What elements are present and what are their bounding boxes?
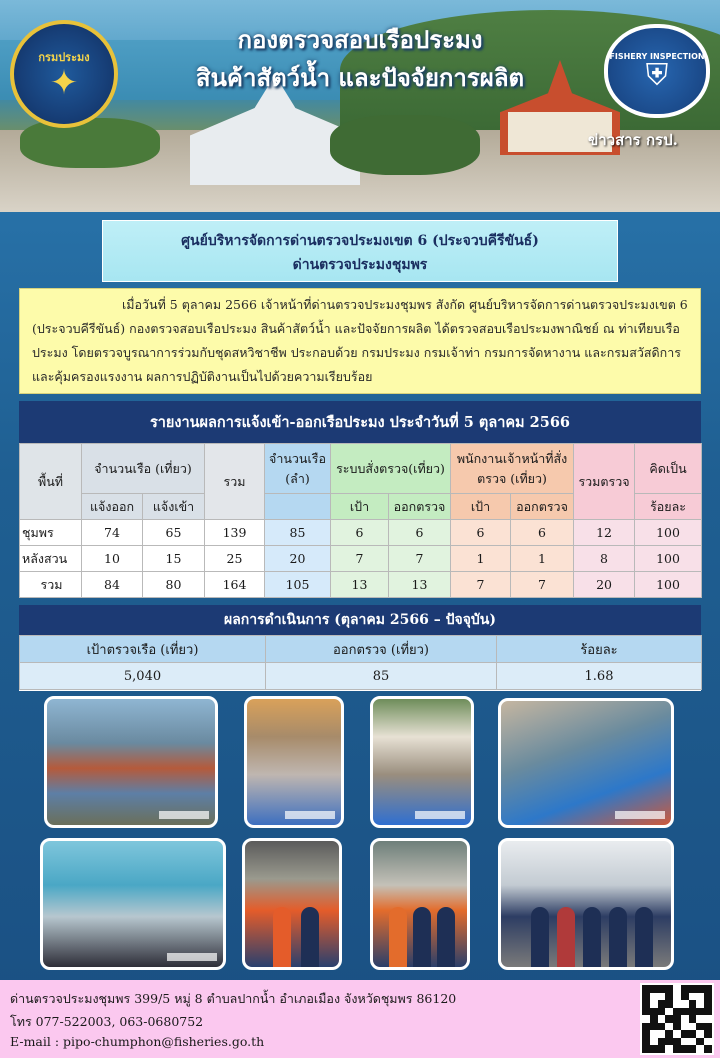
qr-module	[696, 1038, 704, 1046]
header-sys-target: เป้า	[331, 494, 389, 520]
qr-module	[704, 993, 712, 1001]
cell-num-boats: 85	[265, 520, 331, 546]
report-title: รายงานผลการแจ้งเข้า-ออกเรือประมง ประจำวันที่ 5 ตุลาคม 2566	[19, 401, 701, 443]
cell-percent: 100	[635, 572, 702, 598]
qr-module	[689, 1000, 697, 1008]
cell-sys-inspected: 6	[389, 520, 451, 546]
cell-sum: 164	[205, 572, 265, 598]
banner-trees	[330, 115, 480, 175]
qr-module	[704, 1023, 712, 1031]
qr-module	[673, 1000, 681, 1008]
header-system: ระบบสั่งตรวจ(เที่ยว)	[331, 444, 451, 494]
qr-module	[673, 985, 681, 993]
qr-module	[689, 993, 697, 1001]
qr-module	[658, 985, 666, 993]
cell-staff-target: 6	[451, 520, 511, 546]
footer-phone: โทร 077-522003, 063-0680752	[10, 1014, 204, 1029]
daily-report-table	[19, 401, 701, 597]
qr-module	[673, 1008, 681, 1016]
photo-officers	[370, 838, 470, 970]
person	[413, 907, 431, 967]
header-num-boats: จำนวนเรือ (ลำ)	[265, 444, 331, 494]
fishery-inspection-logo	[604, 24, 710, 118]
qr-module	[696, 993, 704, 1001]
table-row-total	[20, 572, 702, 598]
qr-module	[650, 1038, 658, 1046]
cell-total: 20	[574, 572, 635, 598]
emblem-icon: ✦	[49, 63, 79, 103]
person	[557, 907, 575, 967]
department-of-fisheries-logo	[10, 20, 118, 128]
banner-trees	[20, 118, 160, 168]
qr-module	[642, 1038, 650, 1046]
cell-sys-target: 7	[331, 546, 389, 572]
qr-module	[642, 1023, 650, 1031]
photo-timestamp	[415, 811, 465, 819]
qr-module	[650, 1000, 658, 1008]
qr-module	[681, 1045, 689, 1053]
qr-code[interactable]	[640, 983, 714, 1055]
qr-module	[658, 1000, 666, 1008]
footer-email[interactable]: E-mail : pipo-chumphon@fisheries.go.th	[10, 1034, 265, 1049]
cell-area: ชุมพร	[20, 520, 82, 546]
qr-module	[650, 1045, 658, 1053]
photo-officers	[242, 838, 342, 970]
photo-timestamp	[285, 811, 335, 819]
logo-text: FISHERY INSPECTION	[609, 51, 705, 61]
qr-module	[665, 1045, 673, 1053]
qr-module	[642, 1030, 650, 1038]
cell-staff-inspected: 7	[511, 572, 574, 598]
qr-module	[665, 1015, 673, 1023]
photo-boat-deck	[498, 698, 674, 828]
cell-sys-target: 6	[331, 520, 389, 546]
header-percent: ร้อยละ	[635, 494, 702, 520]
results-value-percent: 1.68	[497, 663, 702, 690]
results-value-target: 5,040	[20, 663, 266, 690]
qr-module	[665, 1023, 673, 1031]
qr-module	[704, 1008, 712, 1016]
qr-module	[681, 985, 689, 993]
person	[635, 907, 653, 967]
header-sum: รวม	[205, 444, 265, 520]
qr-module	[689, 1038, 697, 1046]
qr-module	[696, 1030, 704, 1038]
qr-module	[642, 1008, 650, 1016]
results-header-target: เป้าตรวจเรือ (เที่ยว)	[20, 636, 266, 663]
qr-module	[704, 1030, 712, 1038]
cell-total: 12	[574, 520, 635, 546]
qr-module	[673, 1015, 681, 1023]
cell-arrive: 65	[143, 520, 205, 546]
qr-module	[665, 993, 673, 1001]
cell-sys-target: 13	[331, 572, 389, 598]
office-title-line1: ศูนย์บริหารจัดการด่านตรวจประมงเขต 6 (ประจวบคีรีขันธ์)	[181, 233, 539, 249]
footer-contact	[0, 980, 720, 1058]
qr-module	[642, 985, 650, 993]
photo-fish-container	[370, 696, 474, 828]
person	[389, 907, 407, 967]
qr-module	[658, 993, 666, 1001]
office-title-box	[102, 220, 618, 282]
cell-arrive: 80	[143, 572, 205, 598]
qr-module	[696, 1023, 704, 1031]
qr-module	[665, 985, 673, 993]
photo-timestamp	[167, 953, 217, 961]
qr-module	[642, 993, 650, 1001]
qr-module	[696, 1045, 704, 1053]
qr-module	[689, 985, 697, 993]
qr-module	[673, 1045, 681, 1053]
person	[583, 907, 601, 967]
page-title-line1: กองตรวจสอบเรือประมง	[237, 25, 483, 54]
qr-module	[658, 1008, 666, 1016]
footer-address: ด่านตรวจประมงชุมพร 399/5 หมู่ 8 ตำบลปากน้ำ อำเภอเมือง จังหวัดชุมพร 86120	[10, 991, 457, 1006]
photo-fishing-boat	[44, 696, 218, 828]
shield-icon: ⛨	[645, 57, 669, 93]
header-calc: คิดเป็น	[635, 444, 702, 494]
photo-inspection-onboard	[40, 838, 226, 970]
cell-staff-inspected: 6	[511, 520, 574, 546]
qr-module	[658, 1045, 666, 1053]
results-header-inspected: ออกตรวจ (เที่ยว)	[266, 636, 497, 663]
photo-fish-catch	[244, 696, 344, 828]
qr-module	[665, 1030, 673, 1038]
results-title: ผลการดำเนินการ (ตุลาคม 2566 – ปัจจุบัน)	[19, 605, 701, 635]
header-area: พื้นที่	[20, 444, 82, 520]
qr-module	[650, 1023, 658, 1031]
qr-module	[658, 1015, 666, 1023]
cell-staff-inspected: 1	[511, 546, 574, 572]
qr-module	[658, 1023, 666, 1031]
header-banner	[0, 0, 720, 212]
qr-module	[650, 985, 658, 993]
results-grid	[19, 635, 702, 690]
cell-arrive: 15	[143, 546, 205, 572]
cell-area: หลังสวน	[20, 546, 82, 572]
qr-module	[681, 1015, 689, 1023]
news-label: ข่าวสาร กรป.	[588, 131, 678, 149]
header-boats: จำนวนเรือ (เที่ยว)	[82, 444, 205, 494]
header-depart: แจ้งออก	[82, 494, 143, 520]
qr-module	[673, 1038, 681, 1046]
cell-sum: 25	[205, 546, 265, 572]
photo-timestamp	[615, 811, 665, 819]
qr-module	[650, 1008, 658, 1016]
qr-module	[658, 1030, 666, 1038]
cell-depart: 84	[82, 572, 143, 598]
cell-total: 8	[574, 546, 635, 572]
qr-module	[681, 1000, 689, 1008]
table-row	[20, 663, 702, 690]
qr-module	[650, 1030, 658, 1038]
qr-module	[689, 1045, 697, 1053]
qr-module	[658, 1038, 666, 1046]
qr-module	[665, 1008, 673, 1016]
qr-module	[650, 993, 658, 1001]
header-staff-target: เป้า	[451, 494, 511, 520]
results-value-inspected: 85	[266, 663, 497, 690]
qr-module	[696, 1000, 704, 1008]
photo-timestamp	[159, 811, 209, 819]
qr-module	[673, 1023, 681, 1031]
photo-team	[498, 838, 674, 970]
cell-percent: 100	[635, 546, 702, 572]
table-row	[20, 520, 702, 546]
qr-module	[642, 1015, 650, 1023]
qr-module	[689, 1030, 697, 1038]
cell-depart: 74	[82, 520, 143, 546]
qr-module	[681, 993, 689, 1001]
qr-module	[673, 1030, 681, 1038]
qr-module	[681, 1008, 689, 1016]
cell-depart: 10	[82, 546, 143, 572]
qr-module	[681, 1023, 689, 1031]
person	[301, 907, 319, 967]
qr-module	[689, 1015, 697, 1023]
header-total-inspected: รวมตรวจ	[574, 444, 635, 520]
results-table	[19, 605, 701, 691]
qr-module	[665, 1038, 673, 1046]
qr-module	[665, 1000, 673, 1008]
qr-module	[673, 993, 681, 1001]
person	[609, 907, 627, 967]
results-header-percent: ร้อยละ	[497, 636, 702, 663]
qr-module	[704, 1038, 712, 1046]
qr-module	[650, 1015, 658, 1023]
cell-percent: 100	[635, 520, 702, 546]
table-row	[20, 546, 702, 572]
cell-sum: 139	[205, 520, 265, 546]
page-title-line2: สินค้าสัตว์น้ำ และปัจจัยการผลิต	[195, 63, 525, 92]
qr-module	[704, 1015, 712, 1023]
header-num-blank	[265, 494, 331, 520]
qr-module	[642, 1000, 650, 1008]
header-staff-inspected: ออกตรวจ	[511, 494, 574, 520]
cell-sys-inspected: 7	[389, 546, 451, 572]
person	[531, 907, 549, 967]
cell-staff-target: 1	[451, 546, 511, 572]
news-description: เมื่อวันที่ 5 ตุลาคม 2566 เจ้าหน้าที่ด่านตรวจประมงชุมพร สังกัด ศูนย์บริหารจัดการด่านตรวจประมงเขต 6 (ประจวบคีรีขันธ์) กองตรวจสอบเรือประมง สินค้าสัตว์น้ำ และปัจจัยการผลิต ได้ตรวจสอบเรือประมงพาณิชย์ ณ ท่าเทียบเรือประมง โดยตรวจบูรณาการร่วมกับชุดสหวิชาชีพ ประกอบด้วย กรมประมง กรมเจ้าท่า กรมการจัดหางาน และกรมสวัสดิการและคุ้มครองแรงงาน ผลการปฏิบัติงานเป็นไปด้วยความเรียบร้อย	[19, 288, 701, 394]
person	[437, 907, 455, 967]
logo-text: กรมประมง	[38, 51, 90, 64]
person	[273, 907, 291, 967]
qr-module	[704, 1045, 712, 1053]
qr-module	[704, 985, 712, 993]
report-grid	[19, 443, 702, 598]
qr-module	[704, 1000, 712, 1008]
qr-module	[696, 1015, 704, 1023]
qr-module	[689, 1023, 697, 1031]
cell-num-boats: 105	[265, 572, 331, 598]
qr-module	[681, 1038, 689, 1046]
qr-module	[696, 1008, 704, 1016]
cell-num-boats: 20	[265, 546, 331, 572]
header-arrive: แจ้งเข้า	[143, 494, 205, 520]
qr-module	[642, 1045, 650, 1053]
qr-module	[689, 1008, 697, 1016]
qr-module	[696, 985, 704, 993]
cell-area: รวม	[20, 572, 82, 598]
qr-module	[681, 1030, 689, 1038]
header-sys-inspected: ออกตรวจ	[389, 494, 451, 520]
cell-staff-target: 7	[451, 572, 511, 598]
header-staff: พนักงานเจ้าหน้าที่สั่งตรวจ (เที่ยว)	[451, 444, 574, 494]
office-title-line2: ด่านตรวจประมงชุมพร	[292, 257, 428, 273]
cell-sys-inspected: 13	[389, 572, 451, 598]
